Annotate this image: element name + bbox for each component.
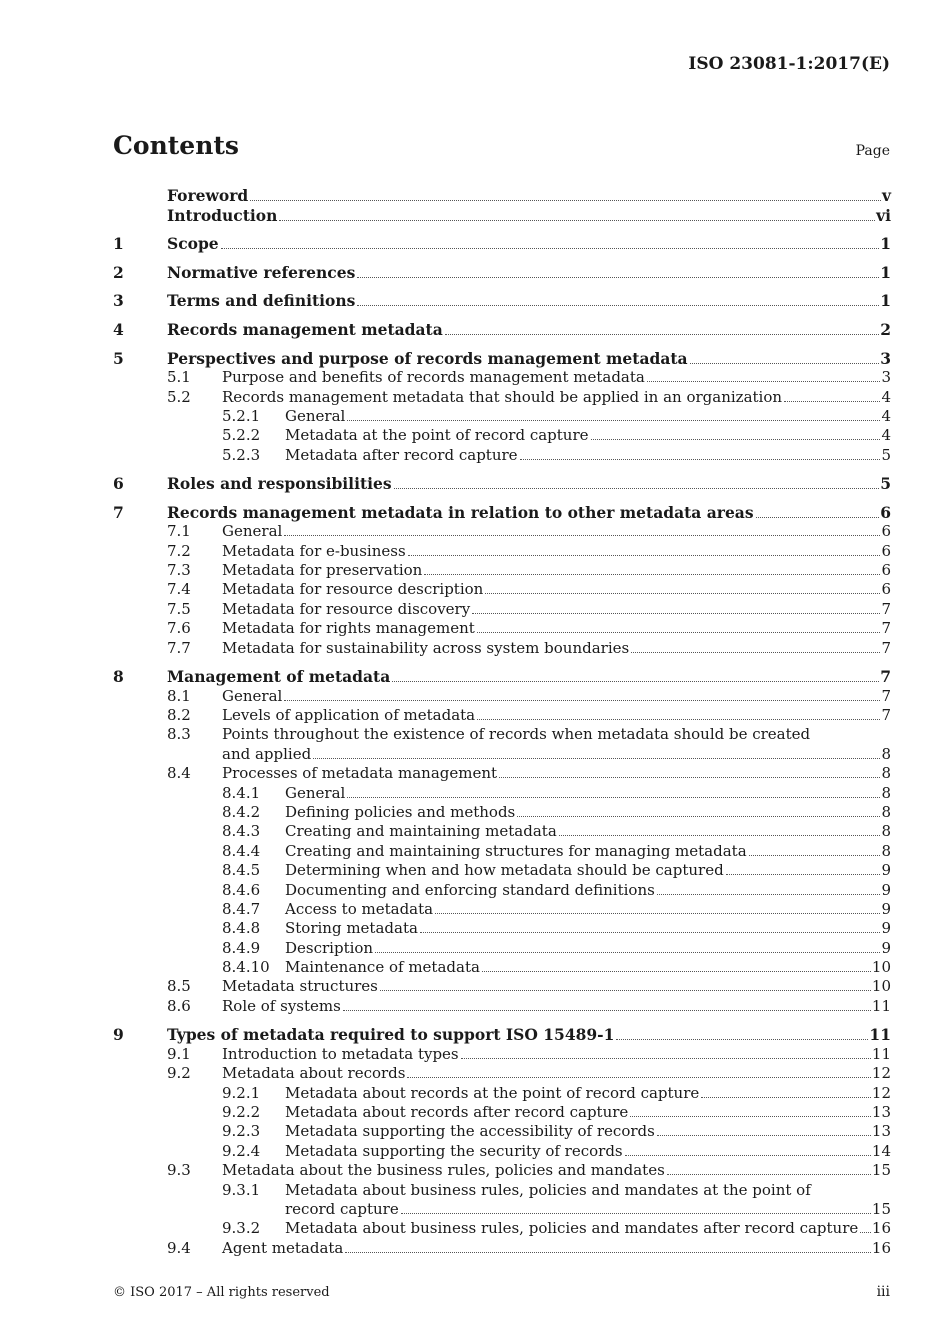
toc-entry-title: Storing metadata (285, 919, 418, 938)
toc-entry-title: Metadata about records at the point of record capture (285, 1083, 700, 1102)
toc-entry-page: 7 (881, 686, 891, 705)
toc-entry-title: Records management metadata in relation to other metadata areas (167, 502, 754, 522)
toc-entry-number: 9.2.4 (222, 1141, 261, 1160)
toc-entry-page: 1 (880, 291, 891, 311)
toc-dot-leader (394, 487, 880, 489)
toc-entry-number: 7.4 (167, 580, 191, 599)
toc-entry-page: 6 (881, 580, 891, 599)
toc-dot-leader (461, 1057, 871, 1059)
toc-dot-leader (424, 573, 880, 575)
toc-entry-title: Metadata for rights management (222, 619, 475, 638)
toc-entry[interactable] (113, 706, 891, 725)
toc-entry-page: v (881, 186, 891, 205)
toc-entry-title: Processes of metadata management (222, 764, 498, 783)
toc-dot-leader (647, 380, 881, 382)
toc-entry[interactable] (113, 1142, 891, 1161)
toc-entry[interactable] (113, 234, 891, 254)
toc-entry-title: Metadata for e-business (222, 541, 406, 560)
toc-entry-page: 6 (881, 541, 891, 560)
document-id: ISO 23081-1:2017(E) (688, 54, 890, 74)
toc-entry[interactable] (113, 263, 891, 283)
toc-entry[interactable] (113, 522, 891, 541)
toc-entry-page: 5 (880, 474, 891, 494)
toc-entry-number: 8.4 (167, 764, 191, 783)
toc-entry[interactable] (113, 1103, 891, 1122)
toc-entry[interactable] (113, 803, 891, 822)
toc-entry-page: 13 (871, 1122, 891, 1141)
toc-dot-leader (631, 651, 880, 653)
toc-entry[interactable] (113, 619, 891, 638)
toc-entry-number: 8.4.4 (222, 841, 261, 860)
toc-entry-title: Metadata about records (222, 1064, 406, 1083)
toc-entry-number: 9.2.2 (222, 1103, 261, 1122)
toc-dot-leader (657, 1134, 871, 1136)
toc-entry-page: 5 (881, 445, 891, 464)
toc-entry-title: General (222, 522, 283, 541)
toc-entry-page: 3 (880, 348, 891, 368)
toc-entry-page: 14 (871, 1141, 891, 1160)
toc-entry[interactable] (113, 600, 891, 619)
toc-entry[interactable] (113, 842, 891, 861)
toc-entry[interactable] (113, 667, 891, 687)
toc-entry-title: General (222, 686, 283, 705)
toc-entry-number: 8.4.7 (222, 899, 261, 918)
toc-entry[interactable] (113, 900, 891, 919)
toc-entry-number: 8.4.8 (222, 919, 261, 938)
toc-entry-title: Introduction (167, 205, 278, 225)
toc-entry-page: 7 (881, 638, 891, 657)
toc-entry-page: 9 (881, 899, 891, 918)
toc-entry-number: 7.3 (167, 561, 191, 580)
toc-entry-page: 4 (881, 406, 891, 425)
toc-entry[interactable] (113, 407, 891, 426)
toc-dot-leader (357, 276, 879, 278)
toc-entry[interactable] (113, 639, 891, 658)
toc-dot-leader (667, 1173, 871, 1175)
toc-entry-page: 9 (881, 938, 891, 957)
toc-entry[interactable] (113, 1161, 891, 1180)
toc-entry-title: Records management metadata that should be applied in an organization (222, 387, 783, 406)
toc-entry-title: General (285, 783, 346, 802)
toc-entry-page: 15 (871, 1161, 891, 1180)
toc-entry-title: Maintenance of metadata (285, 958, 480, 977)
footer-page-number: iii (876, 1284, 890, 1300)
toc-entry-page: 8 (881, 841, 891, 860)
toc-entry-number: 5.2 (167, 387, 191, 406)
toc-entry-page: 15 (871, 1199, 891, 1218)
toc-entry-number: 9 (113, 1025, 124, 1045)
toc-entry[interactable] (113, 388, 891, 407)
toc-entry-page: 6 (880, 502, 891, 522)
toc-entry-page: 7 (881, 599, 891, 618)
toc-entry-title: Creating and maintaining structures for managing metadata (285, 841, 747, 860)
toc-dot-leader (559, 834, 881, 836)
toc-entry-title: Perspectives and purpose of records management metadata (167, 348, 688, 368)
toc-entry-number: 9.3.1 (222, 1180, 261, 1199)
toc-entry-page: 7 (881, 706, 891, 725)
toc-entry[interactable] (113, 977, 891, 996)
toc-entry-title: Roles and responsibilities (167, 474, 392, 494)
toc-entry-page: 7 (880, 667, 891, 687)
toc-entry-page: 1 (880, 234, 891, 254)
toc-entry-title: Metadata about business rules, policies and mandates at the point of (285, 1180, 811, 1199)
toc-entry-number: 8.4.3 (222, 822, 261, 841)
toc-entry-title: Points throughout the existence of records when metadata should be created (222, 725, 811, 744)
toc-dot-leader (284, 534, 880, 536)
toc-entry[interactable] (113, 186, 891, 206)
toc-dot-leader (690, 362, 880, 364)
toc-entry-page: 9 (881, 919, 891, 938)
toc-entry-number: 8.1 (167, 686, 191, 705)
toc-dot-leader (392, 680, 879, 682)
toc-entry-title: Creating and maintaining metadata (285, 822, 557, 841)
toc-entry[interactable] (113, 939, 891, 958)
toc-dot-leader (435, 912, 880, 914)
toc-entry-page: 8 (881, 764, 891, 783)
toc-entry-number: 3 (113, 291, 124, 311)
toc-entry-title: Records management metadata (167, 319, 443, 339)
toc-entry-number: 9.3 (167, 1161, 191, 1180)
toc-entry-title: Metadata supporting the accessibility of records (285, 1122, 655, 1141)
toc-dot-leader (250, 199, 881, 201)
toc-entry-page: 6 (881, 561, 891, 580)
toc-entry-number: 9.2.1 (222, 1083, 261, 1102)
toc-entry-number: 8.6 (167, 996, 191, 1015)
toc-dot-leader (347, 419, 880, 421)
toc-dot-leader (726, 873, 881, 875)
toc-entry[interactable] (113, 580, 891, 599)
toc-entry-title: Documenting and enforcing standard definitions (285, 880, 655, 899)
toc-dot-leader (477, 718, 880, 720)
toc-entry-page: 16 (871, 1238, 891, 1257)
toc-entry[interactable] (113, 426, 891, 445)
toc-entry-number: 1 (113, 234, 124, 254)
toc-entry-title: Metadata for preservation (222, 561, 423, 580)
toc-entry-number: 9.2.3 (222, 1122, 261, 1141)
table-of-contents (113, 186, 891, 1258)
toc-entry-number: 7.1 (167, 522, 191, 541)
toc-dot-leader (347, 796, 880, 798)
toc-dot-leader (357, 304, 879, 306)
toc-dot-leader (408, 554, 881, 556)
toc-entry[interactable] (113, 349, 891, 369)
toc-entry[interactable] (113, 745, 891, 764)
toc-entry-number: 7.5 (167, 599, 191, 618)
toc-entry-page: 16 (871, 1219, 891, 1238)
toc-entry[interactable] (113, 784, 891, 803)
toc-entry-title: Normative references (167, 262, 356, 282)
toc-dot-leader (472, 612, 880, 614)
toc-entry-number: 8 (113, 667, 124, 687)
toc-dot-leader (445, 333, 879, 335)
toc-entry-title: Metadata about the business rules, policies and mandates (222, 1161, 665, 1180)
toc-entry-number: 2 (113, 262, 124, 282)
toc-entry-number: 9.3.2 (222, 1219, 261, 1238)
toc-entry-page: 1 (880, 262, 891, 282)
toc-entry[interactable] (113, 1219, 891, 1238)
toc-dot-leader (482, 970, 871, 972)
toc-entry[interactable] (113, 881, 891, 900)
toc-entry-title: Scope (167, 234, 219, 254)
toc-entry-number: 5.2.2 (222, 426, 261, 445)
toc-dot-leader (499, 776, 880, 778)
toc-entry-title: Role of systems (222, 996, 341, 1015)
toc-entry-title: Metadata about business rules, policies and mandates after record capture (285, 1219, 859, 1238)
toc-entry-title: Metadata for resource description (222, 580, 484, 599)
toc-dot-leader (485, 592, 880, 594)
page-column-label: Page (855, 143, 890, 159)
toc-dot-leader (401, 1212, 871, 1214)
toc-entry-number: 9.4 (167, 1238, 191, 1257)
toc-entry-title: Determining when and how metadata should be captured (285, 861, 724, 880)
toc-entry-number: 5.2.3 (222, 445, 261, 464)
toc-entry-number: 8.2 (167, 706, 191, 725)
toc-entry-title: Management of metadata (167, 667, 391, 687)
toc-entry[interactable] (113, 861, 891, 880)
toc-dot-leader (520, 458, 881, 460)
toc-entry[interactable] (113, 764, 891, 783)
toc-entry-number: 8.4.1 (222, 783, 261, 802)
toc-entry[interactable] (113, 291, 891, 311)
toc-dot-leader (343, 1009, 871, 1011)
toc-entry-number: 7.6 (167, 619, 191, 638)
toc-entry-number: 8.4.9 (222, 938, 261, 957)
toc-entry[interactable] (113, 1181, 891, 1200)
toc-dot-leader (221, 247, 880, 249)
toc-entry[interactable] (113, 919, 891, 938)
toc-entry-page: vi (876, 205, 891, 225)
toc-entry-page: 13 (871, 1103, 891, 1122)
toc-dot-leader (630, 1115, 871, 1117)
toc-entry-number: 9.2 (167, 1064, 191, 1083)
toc-entry-number: 9.1 (167, 1044, 191, 1063)
toc-entry[interactable] (113, 1045, 891, 1064)
toc-entry-page: 3 (881, 368, 891, 387)
toc-dot-leader (375, 951, 880, 953)
toc-entry-page: 11 (871, 996, 891, 1015)
toc-entry-title: Levels of application of metadata (222, 706, 476, 725)
page-title: Contents (113, 131, 240, 160)
toc-dot-leader (345, 1251, 871, 1253)
footer-copyright: © ISO 2017 – All rights reserved (113, 1285, 330, 1300)
toc-entry-page: 12 (871, 1064, 891, 1083)
toc-dot-leader (420, 931, 881, 933)
toc-dot-leader (313, 757, 880, 759)
toc-entry-title: Metadata structures (222, 977, 378, 996)
toc-entry-title: Access to metadata (285, 899, 434, 918)
toc-entry-page: 8 (881, 744, 891, 763)
toc-entry[interactable] (113, 1122, 891, 1141)
toc-entry-title: Purpose and benefits of records management metadata (222, 368, 645, 387)
toc-entry[interactable] (113, 206, 891, 226)
toc-entry-number: 5.2.1 (222, 406, 261, 425)
toc-entry-title: Description (285, 938, 374, 957)
toc-entry-number: 5.1 (167, 368, 191, 387)
toc-entry-title: Introduction to metadata types (222, 1044, 459, 1063)
toc-entry[interactable] (113, 503, 891, 523)
toc-dot-leader (591, 438, 881, 440)
toc-entry-number: 7.2 (167, 541, 191, 560)
toc-entry-title: record capture (285, 1199, 399, 1218)
toc-entry[interactable] (113, 542, 891, 561)
toc-entry[interactable] (113, 997, 891, 1016)
toc-entry-page: 4 (881, 426, 891, 445)
toc-entry-title: Metadata supporting the security of records (285, 1141, 623, 1160)
toc-dot-leader (517, 815, 880, 817)
toc-entry[interactable] (113, 561, 891, 580)
toc-entry[interactable] (113, 320, 891, 340)
toc-entry[interactable] (113, 958, 891, 977)
toc-entry-page: 9 (881, 861, 891, 880)
toc-entry-page: 9 (881, 880, 891, 899)
toc-entry-number: 4 (113, 319, 124, 339)
toc-entry-page: 10 (871, 958, 891, 977)
toc-entry-page: 4 (881, 387, 891, 406)
toc-entry-title: Metadata for resource discovery (222, 599, 471, 618)
toc-entry-title: Metadata about records after record capture (285, 1103, 629, 1122)
toc-entry[interactable] (113, 1239, 891, 1258)
toc-dot-leader (477, 631, 881, 633)
toc-entry-page: 6 (881, 522, 891, 541)
toc-dot-leader (701, 1096, 871, 1098)
toc-dot-leader (756, 516, 880, 518)
toc-entry[interactable] (113, 822, 891, 841)
toc-entry-page: 8 (881, 822, 891, 841)
toc-entry-number: 7.7 (167, 638, 191, 657)
toc-entry-title: Foreword (167, 186, 249, 205)
toc-entry-number: 8.4.2 (222, 802, 261, 821)
toc-entry[interactable] (113, 474, 891, 494)
toc-dot-leader (279, 219, 875, 221)
toc-entry-page: 7 (881, 619, 891, 638)
toc-dot-leader (380, 989, 871, 991)
toc-dot-leader (860, 1231, 871, 1233)
toc-entry-number: 5 (113, 348, 124, 368)
toc-entry-page: 8 (881, 783, 891, 802)
toc-entry[interactable] (113, 687, 891, 706)
toc-entry-title: Agent metadata (222, 1238, 344, 1257)
toc-dot-leader (625, 1154, 871, 1156)
toc-dot-leader (749, 854, 881, 856)
toc-dot-leader (657, 893, 881, 895)
toc-entry-title: Metadata for sustainability across system boundaries (222, 638, 630, 657)
toc-entry-page: 12 (871, 1083, 891, 1102)
toc-entry-number: 8.4.6 (222, 880, 261, 899)
toc-entry-page: 2 (880, 319, 891, 339)
toc-entry[interactable] (113, 368, 891, 387)
toc-entry[interactable] (113, 1084, 891, 1103)
toc-entry[interactable] (113, 1200, 891, 1219)
toc-dot-leader (284, 699, 880, 701)
toc-entry-number: 7 (113, 502, 124, 522)
toc-entry-title: Metadata at the point of record capture (285, 426, 589, 445)
toc-entry-number: 8.4.10 (222, 958, 270, 977)
toc-entry-page: 10 (871, 977, 891, 996)
toc-entry[interactable] (113, 725, 891, 744)
toc-entry-title: General (285, 406, 346, 425)
toc-entry-number: 8.3 (167, 725, 191, 744)
toc-entry[interactable] (113, 446, 891, 465)
toc-dot-leader (784, 400, 880, 402)
toc-entry[interactable] (113, 1025, 891, 1045)
toc-entry-title: Defining policies and methods (285, 802, 516, 821)
toc-entry-number: 8.4.5 (222, 861, 261, 880)
toc-entry-title: Terms and definitions (167, 291, 356, 311)
toc-entry-page: 11 (869, 1025, 891, 1045)
toc-dot-leader (407, 1076, 870, 1078)
toc-entry-number: 8.5 (167, 977, 191, 996)
toc-entry-page: 11 (871, 1044, 891, 1063)
toc-entry-title: Metadata after record capture (285, 445, 518, 464)
toc-entry-number: 6 (113, 474, 124, 494)
toc-entry-page: 8 (881, 802, 891, 821)
toc-entry-title: and applied (222, 744, 312, 763)
toc-entry[interactable] (113, 1064, 891, 1083)
toc-entry-title: Types of metadata required to support ISO 15489-1 (167, 1025, 615, 1045)
toc-dot-leader (616, 1038, 868, 1040)
